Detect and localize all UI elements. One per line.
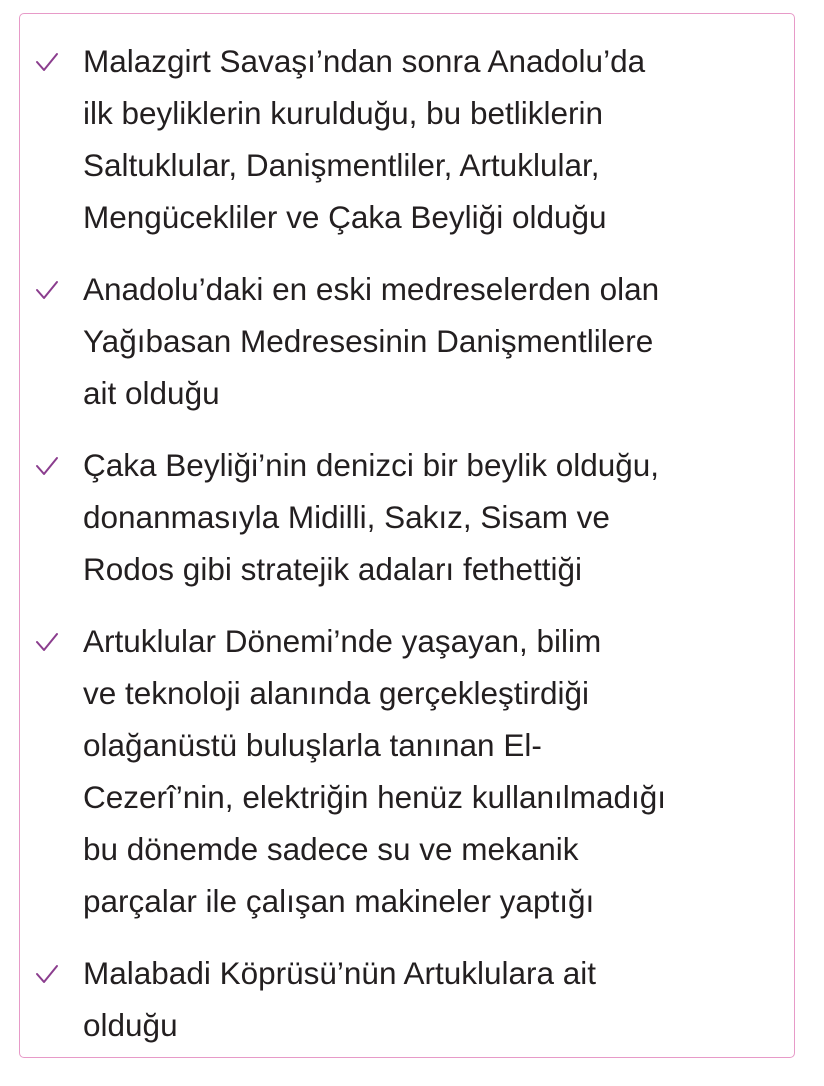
list-item xyxy=(20,615,794,927)
list-item-text: Anadolu’daki en eski medreselerden olan Yağıbasan Medresesinin Danişmentlilere ait olduğu xyxy=(83,271,660,411)
list-item-text: Çaka Beyliği’nin denizci bir beylik olduğu, donanmasıyla Midilli, Sakız, Sisam ve Rodos gibi stratejik adaları fethettiği xyxy=(83,447,660,587)
list-item-text: Artuklular Dönemi’nde yaşayan, bilim ve teknoloji alanında gerçekleştirdiği olağanüstü buluşlarla tanınan El- Cezerî’nin, elektriğin henüz kullanılmadığı bu dönemde sadece su ve mekanik parçalar ile çalışan makineler yaptığı xyxy=(83,623,667,919)
checkmark-icon xyxy=(35,455,59,477)
list-item-text: Malabadi Köprüsü’nün Artuklulara ait olduğu xyxy=(83,955,597,1043)
list-item xyxy=(20,263,794,419)
list-item-text: Malazgirt Savaşı’ndan sonra Anadolu’da ilk beyliklerin kurulduğu, bu betliklerin Saltuklular, Danişmentliler, Artuklular, Mengücekliler ve Çaka Beyliği olduğu xyxy=(83,43,646,235)
info-box xyxy=(19,13,795,1058)
checkmark-icon xyxy=(35,963,59,985)
checkmark-icon xyxy=(35,631,59,653)
list-item xyxy=(20,947,794,1051)
list-item xyxy=(20,439,794,595)
checkmark-icon xyxy=(35,279,59,301)
checkmark-icon xyxy=(35,51,59,73)
checklist xyxy=(20,14,794,1051)
list-item xyxy=(20,35,794,243)
